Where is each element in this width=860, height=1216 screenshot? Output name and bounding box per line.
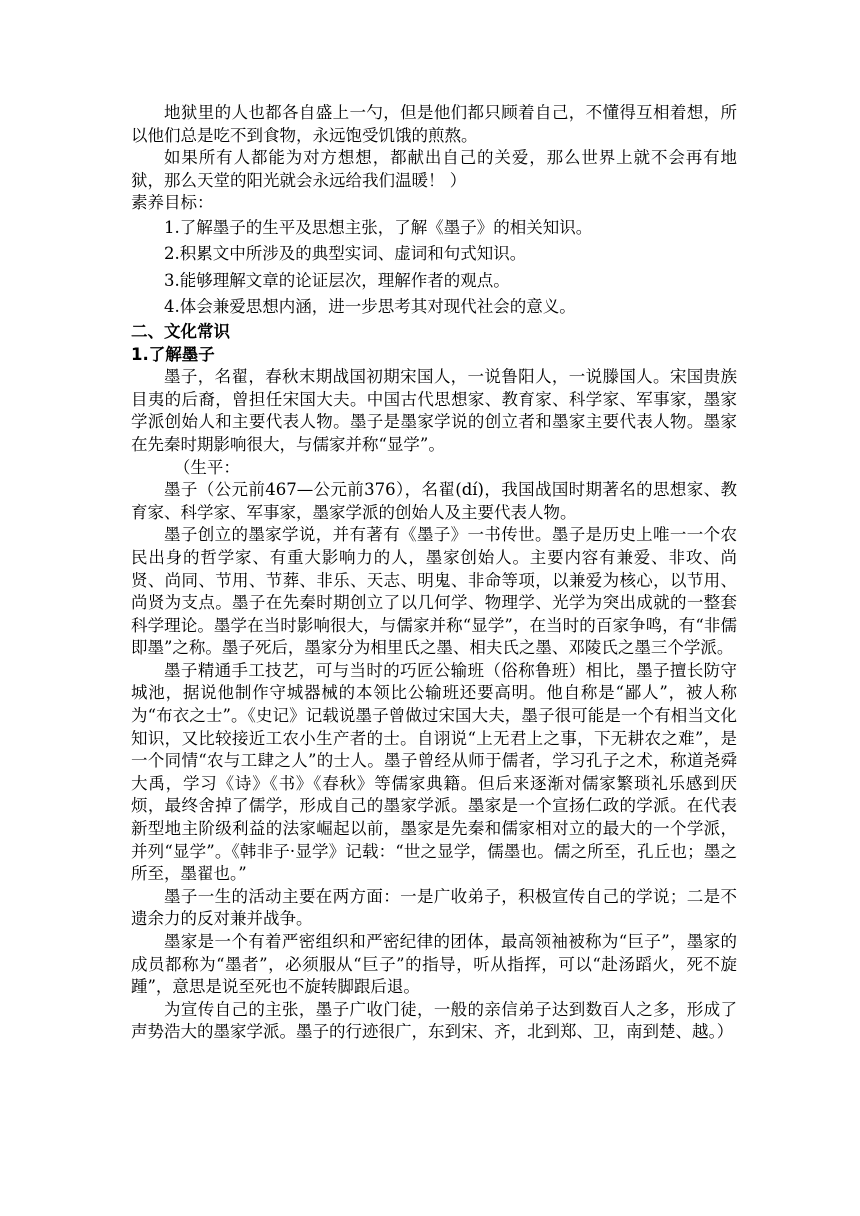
subsection-title: 1.了解墨子: [131, 344, 215, 364]
body-paragraph-6: 墨子一生的活动主要在两方面：一是广收弟子，积极宣传自己的学说；二是不遗余力的反对兼并战争。: [131, 886, 737, 929]
body-paragraph-2: （生平：: [173, 457, 240, 477]
intro-paragraph-2: 如果所有人都能为对方想想，都献出自己的关爱，那么世界上就不会再有地狱，那么天堂的阳光就会永远给我们温暖！ ）: [131, 148, 737, 190]
body-paragraph-4: 墨子创立的墨家学说，并有著有《墨子》一书传世。墨子是历史上唯一一个农民出身的哲学家、有重大影响力的人，墨家创始人。主要内容有兼爱、非攻、尚贤、尚同、节用、节葬、非乐、天志、明鬼、非命等项，以兼爱为核心，以节用、尚贤为支点。墨子在先秦时期创立了以几何学、物理学、光学为突出成就的一整套科学理论。墨学在当时影响很大，与儒家并称“显学”，在当时的百家争鸣，有“非儒即墨”之称。墨子死后，墨家分为相里氏之墨、相夫氏之墨、邓陵氏之墨三个学派。: [131, 525, 737, 658]
document-page: [131, 102, 737, 1044]
body-paragraph-7: 墨家是一个有着严密组织和严密纪律的团体，最高领袖被称为“巨子”，墨家的成员都称为“墨者”，必须服从“巨子”的指导，听从指挥，可以“赴汤蹈火，死不旋踵”，意思是说至死也不旋转脚跟后退。: [131, 932, 737, 997]
goal-item-1: 1.了解墨子的生平及思想主张，了解《墨子》的相关知识。: [164, 217, 593, 237]
goal-item-3: 3.能够理解文章的论证层次，理解作者的观点。: [164, 270, 510, 290]
goal-item-4: 4.体会兼爱思想内涵，进一步思考其对现代社会的意义。: [164, 297, 576, 317]
body-paragraph-1: 墨子，名翟，春秋末期战国初期宋国人，一说鲁阳人，一说滕国人。宋国贵族目夷的后裔，曾担任宋国大夫。中国古代思想家、教育家、科学家、军事家，墨家学派创始人和主要代表人物。墨子是墨家学说的创立者和墨家主要代表人物。墨家在先秦时期影响很大，与儒家并称“显学”。: [131, 367, 737, 454]
goal-item-2: 2.积累文中所涉及的典型实词、虚词和句式知识。: [164, 244, 527, 264]
body-paragraph-5: 墨子精通手工技艺，可与当时的巧匠公输班（俗称鲁班）相比，墨子擅长防守城池，据说他制作守城器械的本领比公输班还要高明。他自称是“鄙人”，被人称为“布衣之士”。《史记》记载说墨子曾做过宋国大夫，墨子很可能是一个有相当文化知识，又比较接近工农小生产者的士。自诩说“上无君上之事，下无耕农之难”，是一个同情“农与工肆之人”的士人。墨子曾经从师于儒者，学习孔子之术，称道尧舜大禹，学习《诗》《书》《春秋》等儒家典籍。但后来逐渐对儒家繁琐礼乐感到厌烦，最终舍掉了儒学，形成自己的墨家学派。墨家是一个宣扬仁政的学派。在代表新型地主阶级利益的法家崛起以前，墨家是先秦和儒家相对立的最大的一个学派，并列“显学”。《韩非子·显学》记载：“世之显学，儒墨也。儒之所至，孔丘也；墨之所至，墨翟也。”: [131, 660, 737, 884]
body-paragraph-8: 为宣传自己的主张，墨子广收门徒，一般的亲信弟子达到数百人之多，形成了声势浩大的墨家学派。墨子的行迹很广，东到宋、齐，北到郑、卫，南到楚、越。）: [131, 999, 737, 1042]
body-paragraph-3: 墨子（公元前467—公元前376），名翟(dí)，我国战国时期著名的思想家、教育家、科学家、军事家，墨家学派的创始人及主要代表人物。: [131, 480, 737, 522]
goals-label: 素养目标：: [131, 193, 214, 213]
intro-paragraph-1: 地狱里的人也都各自盛上一勺，但是他们都只顾着自己，不懂得互相着想，所以他们总是吃不到食物，永远饱受饥饿的煎熬。: [131, 103, 737, 145]
section-title: 二、文化常识: [131, 321, 230, 341]
